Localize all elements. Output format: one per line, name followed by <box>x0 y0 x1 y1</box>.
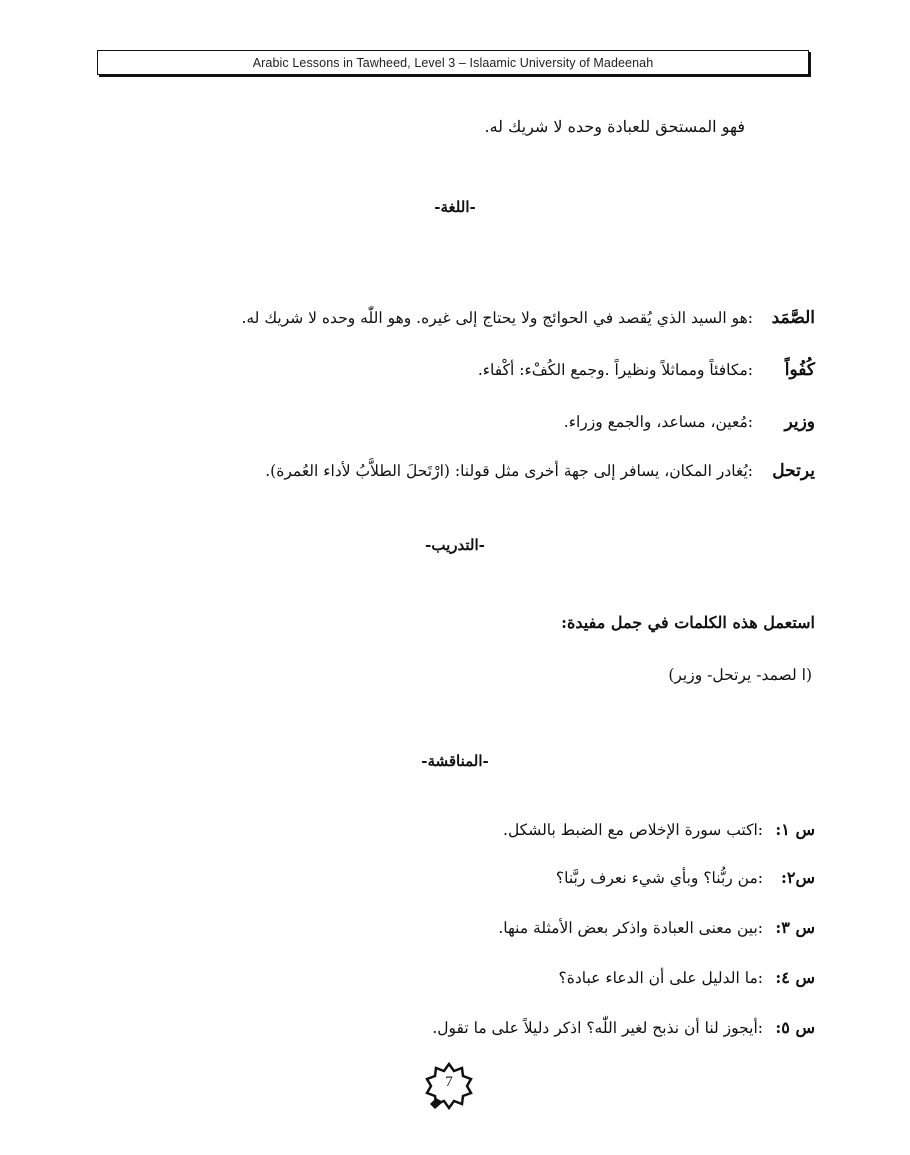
question-text: :ما الدليل على أن الدعاء عبادة؟ <box>558 969 763 987</box>
intro-line: فهو المستحق للعبادة وحده لا شريك له. <box>484 117 745 136</box>
vocab-term: وزير <box>784 412 815 432</box>
question-label: س ٣: <box>775 918 815 937</box>
question-label: س٢: <box>780 868 815 887</box>
question-row <box>498 918 815 944</box>
exercise-words: (ا لصمد- يرتحل- وزير) <box>668 666 812 684</box>
question-label: س ٥: <box>775 1018 815 1037</box>
question-text: :اكتب سورة الإخلاص مع الضبط بالشكل. <box>503 821 763 839</box>
question-row <box>559 968 816 994</box>
vocab-term: يرتحل <box>772 461 815 481</box>
vocab-term: كُفُواً <box>784 360 815 380</box>
language-heading: -اللغة- <box>434 198 476 216</box>
vocab-row <box>265 461 815 487</box>
vocab-row <box>241 308 815 334</box>
running-header <box>97 50 809 75</box>
page-number-badge <box>424 1062 474 1112</box>
question-row <box>503 820 815 846</box>
question-text: :بين معنى العبادة واذكر بعض الأمثلة منها. <box>498 919 763 937</box>
vocab-row <box>478 360 815 386</box>
page-number: 7 <box>445 1074 453 1090</box>
vocab-term: الصَّمَد <box>771 308 815 328</box>
exercise-instruction: استعمل هذه الكلمات في جمل مفيدة: <box>561 613 815 632</box>
vocab-definition: :هو السيد الذي يُقصد في الحوائج ولا يحتاج إلى غيره. وهو اللّٰه وحده لا شريك له. <box>241 309 753 327</box>
running-header-title: Arabic Lessons in Tawheed, Level 3 – Islaamic University of Madeenah <box>252 55 654 70</box>
question-row <box>556 868 815 894</box>
vocab-definition: :مُعين، مساعد، والجمع وزراء. <box>563 413 753 431</box>
vocab-definition: :مكافئاً ومماثلاً ونظيراً .وجمع الكُفْء: أكْفاء. <box>477 361 753 379</box>
vocab-definition: :يُغادر المكان، يسافر إلى جهة أخرى مثل قولنا: (ارْتَحلَ الطلاَّبُ لأداء العُمرة). <box>265 462 753 480</box>
discussion-heading: -المناقشة- <box>421 752 489 770</box>
vocab-row <box>564 412 815 438</box>
question-text: :من ربُّنا؟ وبأي شيء نعرف ربَّنا؟ <box>555 869 763 887</box>
question-label: س ٤: <box>775 968 815 987</box>
question-row <box>432 1018 815 1044</box>
training-heading: -التدريب- <box>425 536 485 554</box>
question-text: :أيجوز لنا أن نذبح لغير اللّٰه؟ اذكر دليلاً على ما تقول. <box>432 1019 763 1037</box>
question-label: س ١: <box>775 820 815 839</box>
